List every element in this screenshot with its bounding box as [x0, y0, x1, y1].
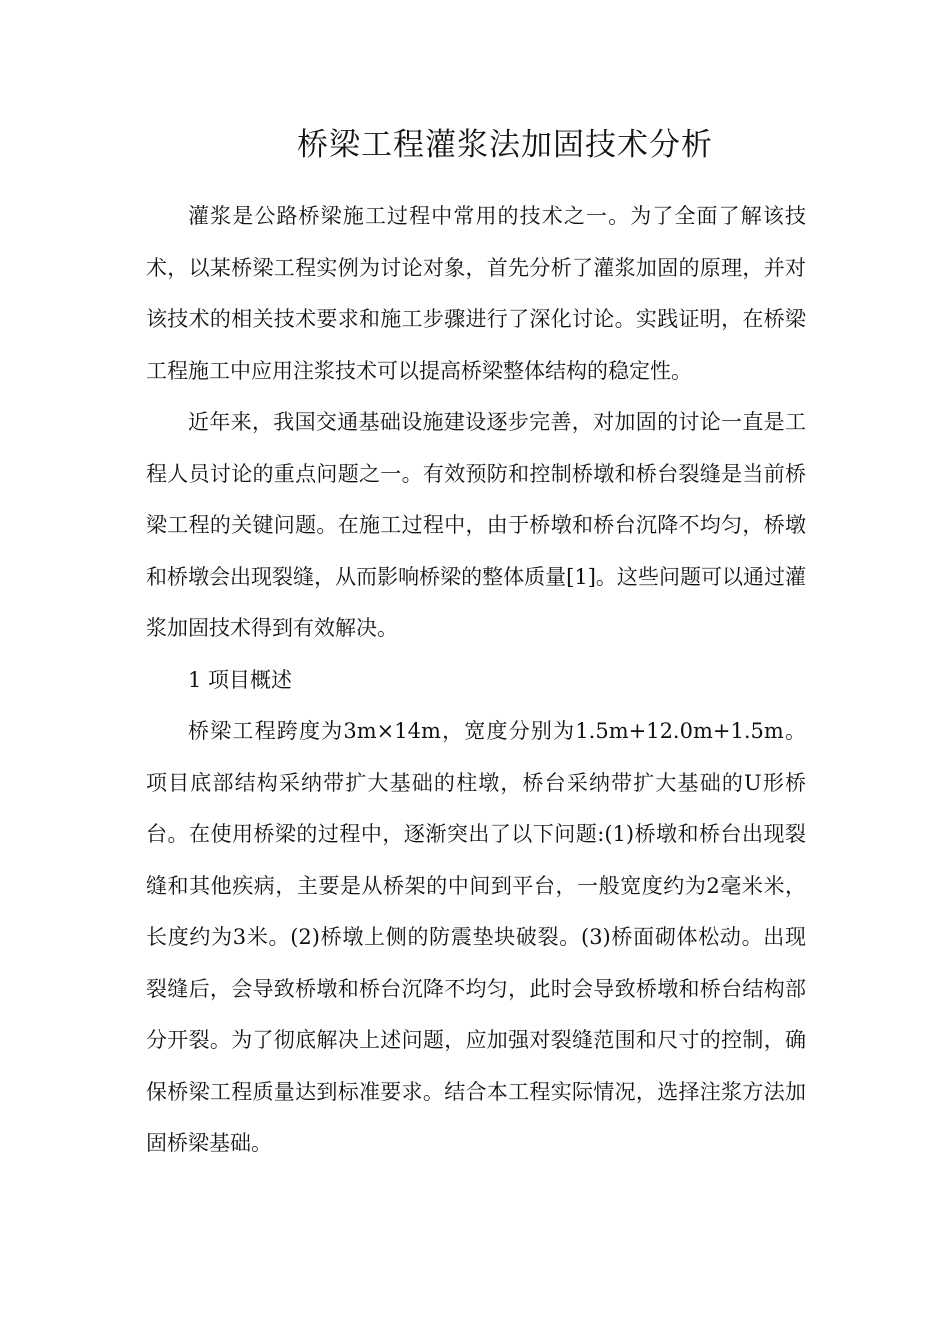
- section-heading: 1 项目概述: [188, 667, 293, 692]
- paragraph-background: 近年来，我国交通基础设施建设逐步完善，对加固的讨论一直是工程人员讨论的重点问题之一。有效预防和控制桥墩和桥台裂缝是当前桥梁工程的关键问题。在施工过程中，由于桥墩和桥台沉降不均匀，桥墩和桥墩会出现裂缝，从而影响桥梁的整体质量[1]。这些问题可以通过灌浆加固技术得到有效解决。: [146, 410, 806, 640]
- paragraph-project-overview: 桥梁工程跨度为3m×14m，宽度分别为1.5m+12.0m+1.5m。项目底部结构采纳带扩大基础的柱墩，桥台采纳带扩大基础的U形桥台。在使用桥梁的过程中，逐渐突出了以下问题:(1)桥墩和桥台出现裂缝和其他疾病，主要是从桥架的中间到平台，一般宽度约为2毫米米，长度约为3米。(2)桥墩上侧的防震垫块破裂。(3)桥面砌体松动。出现裂缝后，会导致桥墩和桥台沉降不均匀，此时会导致桥墩和桥台结构部分开裂。为了彻底解决上述问题，应加强对裂缝范围和尺寸的控制，确保桥梁工程质量达到标准要求。结合本工程实际情况，选择注浆方法加固桥梁基础。: [146, 719, 806, 1155]
- document-body: [146, 191, 806, 1170]
- paragraph-intro: 灌浆是公路桥梁施工过程中常用的技术之一。为了全面了解该技术，以某桥梁工程实例为讨论对象，首先分析了灌浆加固的原理，并对该技术的相关技术要求和施工步骤进行了深化讨论。实践证明，在桥梁工程施工中应用注浆技术可以提高桥梁整体结构的稳定性。: [146, 204, 806, 383]
- document-title: 桥梁工程灌浆法加固技术分析: [297, 127, 713, 163]
